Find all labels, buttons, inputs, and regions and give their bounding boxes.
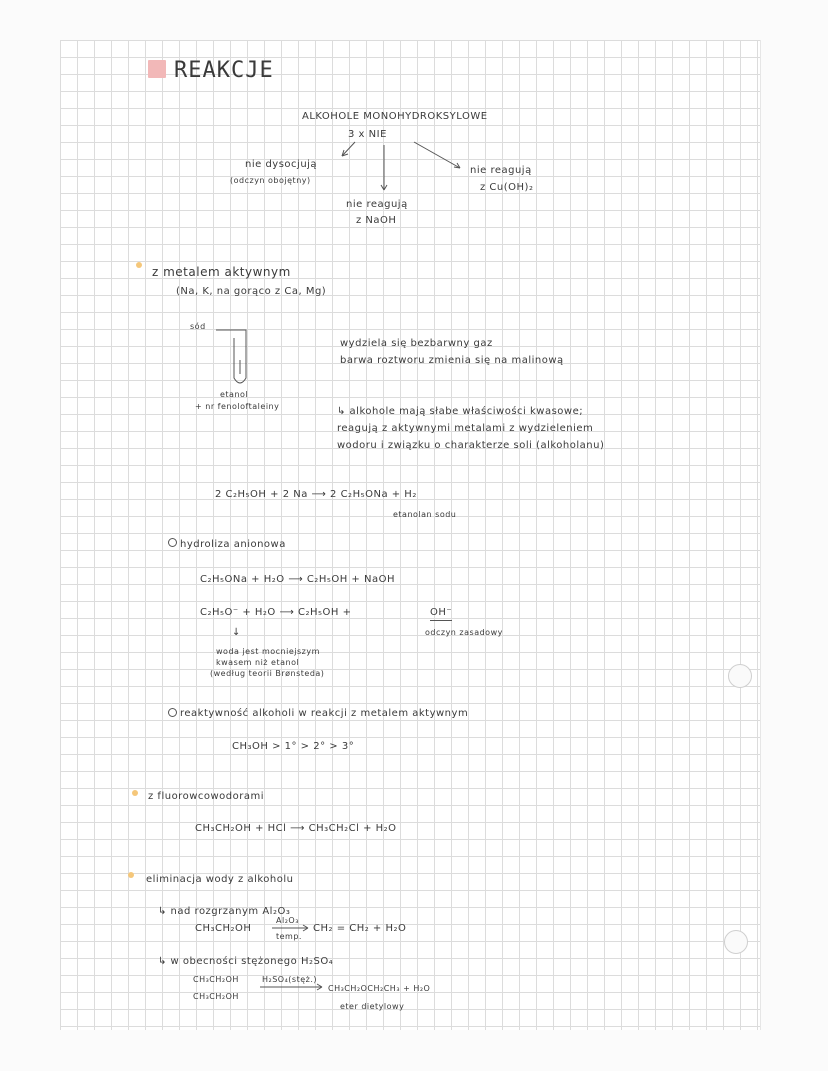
sec3a-right: CH₂ = CH₂ + H₂O	[313, 923, 407, 934]
react-heading: reaktywność alkoholi w reakcji z metalem aktywnym	[180, 708, 469, 719]
conc-line2: reagują z aktywnymi metalami z wydzieleniem	[337, 423, 594, 434]
header-mid2: z NaOH	[356, 215, 397, 226]
header-line1: ALKOHOLE MONOHYDROKSYLOWE	[302, 111, 488, 122]
etanol-sub-label: + nr fenoloftaleiny	[195, 402, 280, 411]
sec3b-arrow-top: H₂SO₄(stęż.)	[262, 975, 318, 984]
sec1-heading: z metalem aktywnym	[152, 265, 291, 279]
hydro-oh: OH⁻	[430, 606, 452, 621]
hydro-note2: kwasem niż etanol	[216, 658, 300, 667]
header-right2: z Cu(OH)₂	[480, 182, 534, 193]
hydro-heading: hydroliza anionowa	[180, 539, 286, 550]
hydro-odczyn: odczyn zasadowy	[425, 628, 503, 637]
obs-line2: barwa roztworu zmienia się na malinową	[340, 355, 564, 366]
hydro-note3: (według teorii Brønsteda)	[210, 669, 325, 678]
sec3a-arrow-bottom: temp.	[276, 932, 302, 941]
sec3a-arrow-top: Al₂O₃	[276, 916, 299, 925]
header-line2: 3 x NIE	[348, 129, 387, 140]
sec3b-heading: ↳ w obecności stężonego H₂SO₄	[158, 956, 334, 967]
header-right1: nie reagują	[470, 165, 532, 176]
sec3a-heading: ↳ nad rozgrzanym Al₂O₃	[158, 906, 291, 917]
hydro-down-arrow: ↓	[232, 627, 241, 638]
sod-label: sód	[190, 322, 206, 331]
hydro-eq1: C₂H₅ONa + H₂O ⟶ C₂H₅OH + NaOH	[200, 574, 395, 585]
page-title: REAKCJE	[174, 58, 274, 83]
sec1-sub: (Na, K, na gorąco z Ca, Mg)	[176, 286, 327, 297]
sec3a-left: CH₃CH₂OH	[195, 923, 252, 934]
sec1-equation: 2 C₂H₅OH + 2 Na ⟶ 2 C₂H₅ONa + H₂	[215, 489, 417, 500]
hydro-eq2: C₂H₅O⁻ + H₂O ⟶ C₂H₅OH +	[200, 607, 352, 618]
conc-line1: ↳ alkohole mają słabe właściwości kwasowe;	[337, 406, 584, 417]
header-mid1: nie reagują	[346, 199, 408, 210]
obs-line1: wydziela się bezbarwny gaz	[340, 338, 493, 349]
sec2-heading: z fluorowcowodorami	[148, 791, 265, 802]
conc-line3: wodoru i związku o charakterze soli (alkoholanu)	[337, 440, 605, 451]
header-left2: (odczyn obojętny)	[230, 176, 311, 185]
sec2-equation: CH₃CH₂OH + HCl ⟶ CH₃CH₂Cl + H₂O	[195, 823, 397, 834]
sec3b-left2: CH₃CH₂OH	[193, 992, 239, 1001]
etanol-label: etanol	[220, 390, 249, 399]
sec3-heading: eliminacja wody z alkoholu	[146, 874, 294, 885]
sec1-eq-label: etanolan sodu	[393, 510, 457, 519]
sec3b-right: CH₃CH₂OCH₂CH₃ + H₂O	[328, 984, 431, 993]
hydro-note1: woda jest mocniejszym	[216, 647, 320, 656]
sec3b-left1: CH₃CH₂OH	[193, 975, 239, 984]
react-order: CH₃OH > 1° > 2° > 3°	[232, 741, 355, 752]
header-left1: nie dysocjują	[245, 159, 318, 170]
sec3b-label: eter dietylowy	[340, 1002, 405, 1011]
